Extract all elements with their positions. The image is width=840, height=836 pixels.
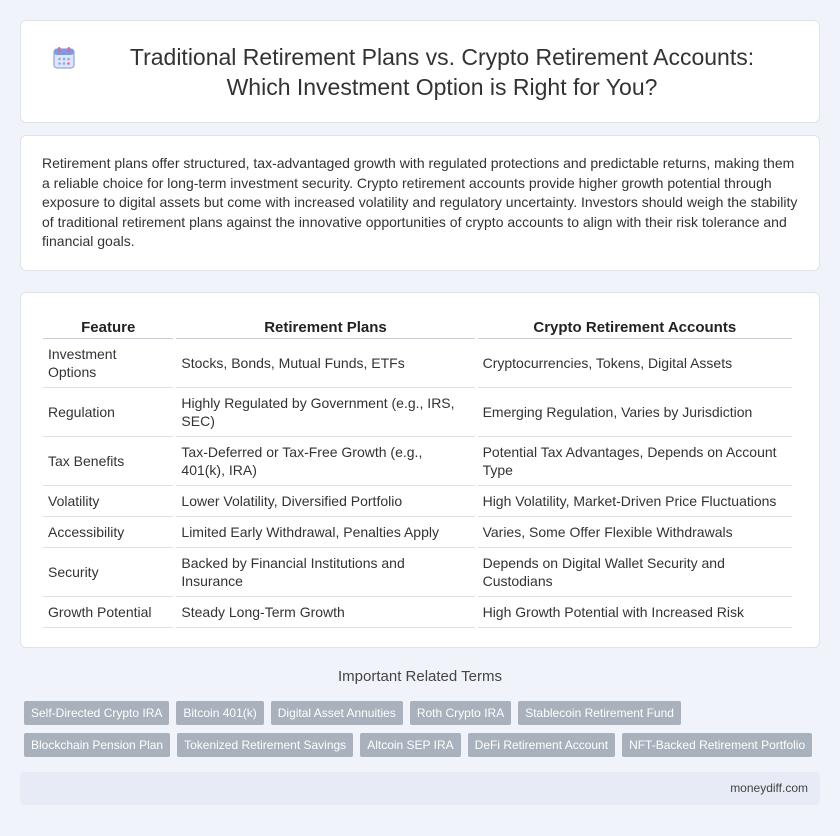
feature-cell: Tax Benefits <box>43 437 173 486</box>
table-row <box>43 388 792 437</box>
feature-cell: Accessibility <box>43 517 173 548</box>
summary-card <box>20 135 820 271</box>
related-terms-tags <box>24 701 824 765</box>
table-row <box>43 486 792 517</box>
related-terms-title: Important Related Terms <box>338 668 502 685</box>
summary-text: Retirement plans offer structured, tax-advantaged growth with regulated protections and predictable returns, making them a reliable choice for long-term investment security. Crypto retirement accounts provide higher growth potential through exposure to digital assets but come with increased volatility and regulatory uncertainty. Investors should weigh the stability of traditional retirement plans against the innovative opportunities of crypto accounts to align with their risk tolerance and financial goals. <box>42 155 798 250</box>
table-row <box>43 548 792 597</box>
crypto-cell: Varies, Some Offer Flexible Withdrawals <box>478 517 792 548</box>
tag-bitcoin-401k[interactable]: Bitcoin 401(k) <box>176 701 263 725</box>
crypto-cell: High Growth Potential with Increased Risk <box>478 597 792 628</box>
table-header-row <box>43 315 792 339</box>
table-row <box>43 339 792 388</box>
table-row <box>43 437 792 486</box>
crypto-cell: Emerging Regulation, Varies by Jurisdiction <box>478 388 792 437</box>
tag-row-1 <box>24 701 824 725</box>
header-retirement-plans: Retirement Plans <box>176 315 474 339</box>
feature-cell: Growth Potential <box>43 597 173 628</box>
retirement-cell: Stocks, Bonds, Mutual Funds, ETFs <box>176 339 474 388</box>
feature-cell: Investment Options <box>43 339 173 388</box>
title-card <box>20 20 820 123</box>
header-feature: Feature <box>43 315 173 339</box>
page-title: Traditional Retirement Plans vs. Crypto Retirement Accounts: Which Investment Option is Right for You? <box>129 43 755 100</box>
table-row <box>43 517 792 548</box>
tag-defi-retirement-account[interactable]: DeFi Retirement Account <box>468 733 615 757</box>
table-row <box>43 597 792 628</box>
comparison-card <box>20 292 820 648</box>
tag-tokenized-retirement-savings[interactable]: Tokenized Retirement Savings <box>177 733 353 757</box>
retirement-cell: Highly Regulated by Government (e.g., IRS, SEC) <box>176 388 474 437</box>
feature-cell: Volatility <box>43 486 173 517</box>
retirement-cell: Lower Volatility, Diversified Portfolio <box>176 486 474 517</box>
tag-blockchain-pension-plan[interactable]: Blockchain Pension Plan <box>24 733 170 757</box>
crypto-cell: High Volatility, Market-Driven Price Fluctuations <box>478 486 792 517</box>
crypto-cell: Cryptocurrencies, Tokens, Digital Assets <box>478 339 792 388</box>
header-crypto-accounts: Crypto Retirement Accounts <box>478 315 792 339</box>
calendar-icon <box>51 45 77 71</box>
crypto-cell: Depends on Digital Wallet Security and Custodians <box>478 548 792 597</box>
retirement-cell: Steady Long-Term Growth <box>176 597 474 628</box>
footer <box>20 772 820 805</box>
retirement-cell: Limited Early Withdrawal, Penalties Apply <box>176 517 474 548</box>
crypto-cell: Potential Tax Advantages, Depends on Account Type <box>478 437 792 486</box>
tag-self-directed-crypto-ira[interactable]: Self-Directed Crypto IRA <box>24 701 169 725</box>
tag-row-2 <box>24 733 824 757</box>
tag-roth-crypto-ira[interactable]: Roth Crypto IRA <box>410 701 511 725</box>
feature-cell: Regulation <box>43 388 173 437</box>
tag-digital-asset-annuities[interactable]: Digital Asset Annuities <box>271 701 403 725</box>
footer-site-link[interactable]: moneydiff.com <box>730 781 808 795</box>
comparison-table <box>40 315 795 628</box>
feature-cell: Security <box>43 548 173 597</box>
tag-stablecoin-retirement-fund[interactable]: Stablecoin Retirement Fund <box>518 701 681 725</box>
tag-altcoin-sep-ira[interactable]: Altcoin SEP IRA <box>360 733 460 757</box>
tag-nft-backed-retirement-portfolio[interactable]: NFT-Backed Retirement Portfolio <box>622 733 812 757</box>
retirement-cell: Backed by Financial Institutions and Insurance <box>176 548 474 597</box>
retirement-cell: Tax-Deferred or Tax-Free Growth (e.g., 401(k), IRA) <box>176 437 474 486</box>
